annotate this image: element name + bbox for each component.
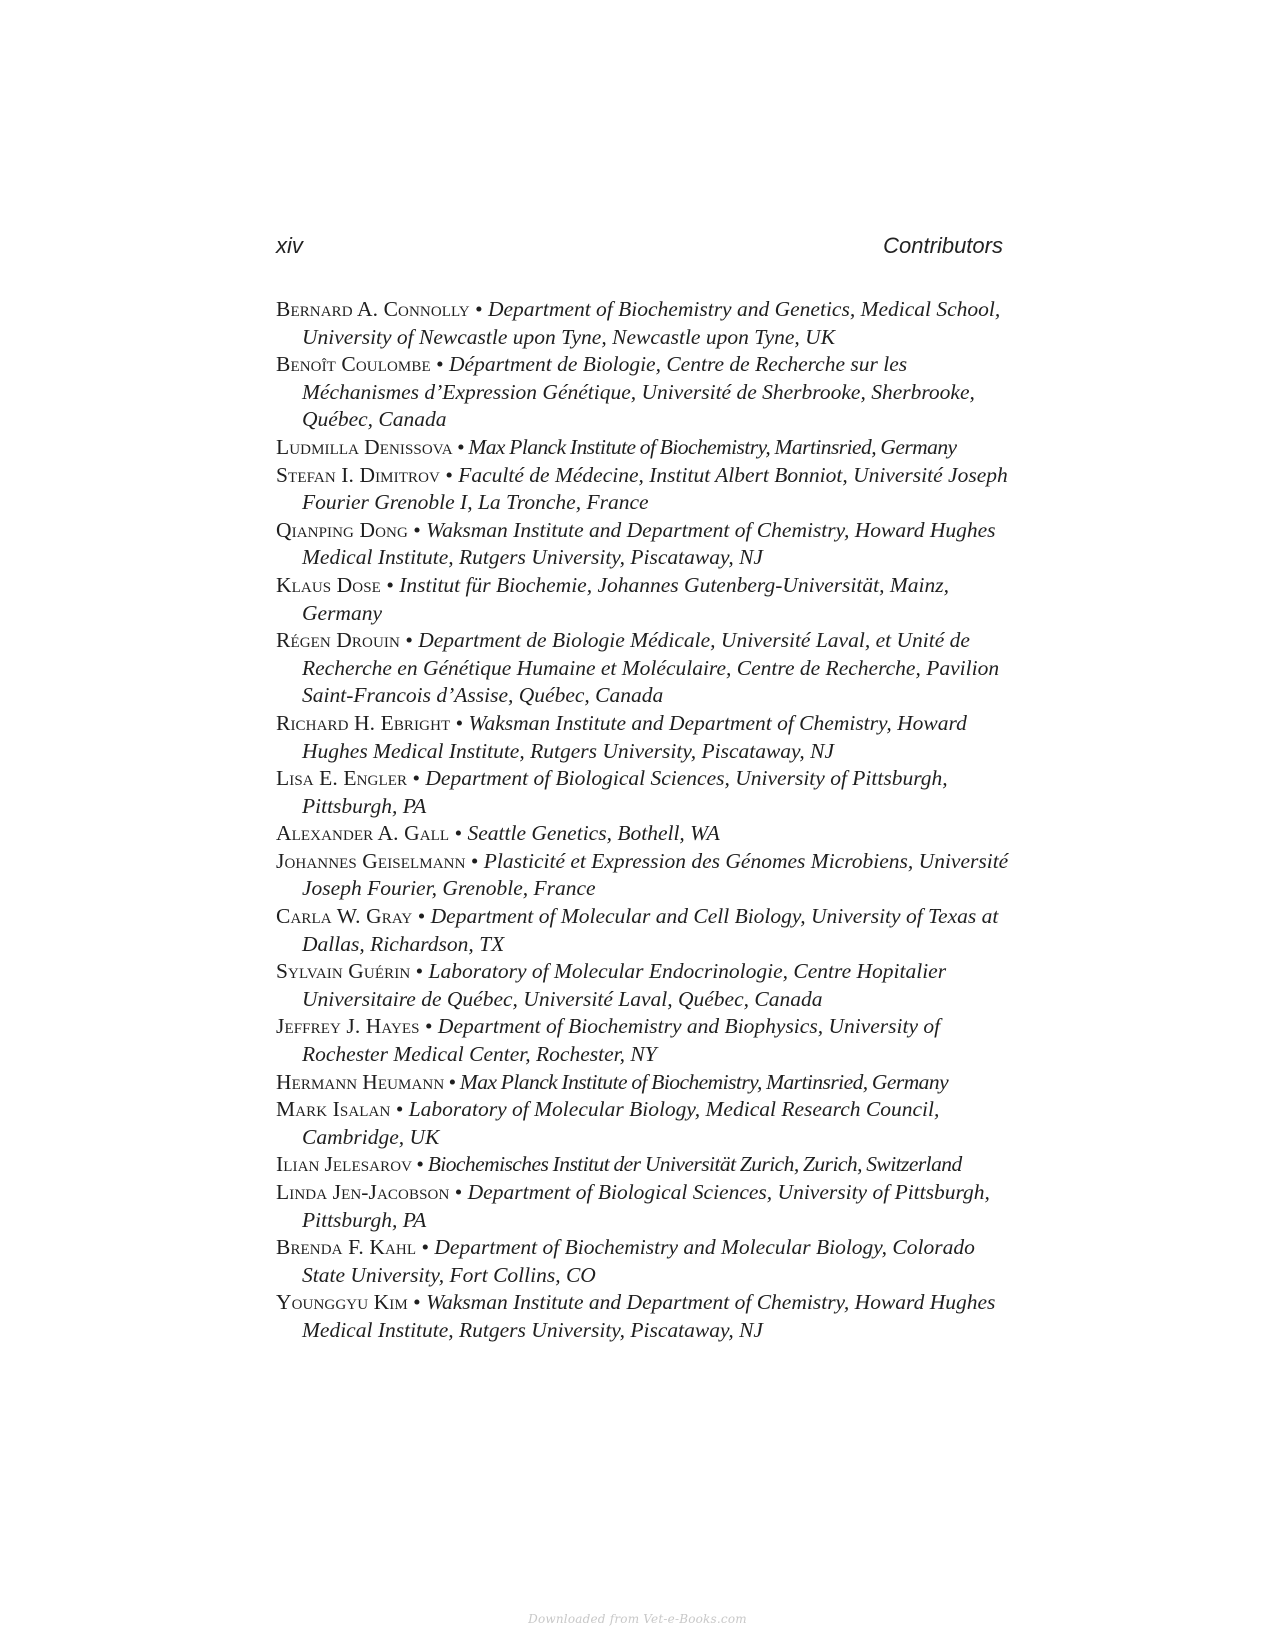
separator: • [413, 517, 421, 542]
contributor-entry [276, 848, 1016, 903]
contributor-name: Ilian Jelesarov [276, 1152, 413, 1177]
contributors-list [276, 296, 1016, 1345]
contributor-affiliation: Faculté de Médecine, Institut Albert Bonniot, Université Joseph Fourier Grenoble I, La Tronche, France [302, 462, 1008, 515]
contributor-affiliation: Max Planck Institute of Biochemistry, Martinsried, Germany [468, 434, 957, 459]
contributor-affiliation: Department of Biochemistry and Genetics, Medical School, University of Newcastle upon Tyne, Newcastle upon Tyne, UK [302, 297, 1001, 349]
separator: • [386, 572, 394, 597]
contributor-affiliation: Plasticité et Expression des Génomes Microbiens, Université Joseph Fourier, Grenoble, France [302, 848, 1009, 901]
separator: • [455, 710, 464, 735]
running-head [276, 233, 1003, 265]
contributor-entry [276, 1179, 1016, 1234]
contributor-entry [276, 820, 1016, 848]
contributor-entry [276, 958, 1016, 1013]
contributor-name: Richard H. Ebright [276, 710, 451, 735]
contributor-affiliation: Laboratory of Molecular Endocrinologie, Centre Hopitalier Universitaire de Québec, Université Laval, Québec, Canada [302, 959, 947, 1011]
contributor-name: Benoît Coulombe [276, 352, 431, 377]
download-watermark: Downloaded from Vet-e-Books.com [528, 1612, 747, 1626]
contributor-affiliation: Waksman Institute and Department of Chemistry, Howard Hughes Medical Institute, Rutgers University, Piscataway, NJ [302, 517, 996, 570]
contributor-name: Lisa E. Engler [276, 766, 408, 791]
contributor-entry [276, 462, 1016, 517]
contributor-affiliation: Biochemisches Institut der Universität Zurich, Zurich, Switzerland [427, 1152, 962, 1177]
contributor-entry [276, 903, 1016, 958]
separator: • [415, 959, 424, 984]
contributor-name: Alexander A. Gall [276, 821, 450, 846]
separator: • [445, 462, 453, 487]
separator: • [413, 1290, 421, 1315]
contributor-entry [276, 1234, 1016, 1289]
contributor-affiliation: Department of Biological Sciences, University of Pittsburgh, Pittsburgh, PA [302, 1180, 990, 1232]
contributor-affiliation: Department of Molecular and Cell Biology, University of Texas at Dallas, Richardson, TX [302, 904, 999, 956]
contributor-affiliation: Laboratory of Molecular Biology, Medical Research Council, Cambridge, UK [302, 1097, 940, 1149]
contributor-affiliation: Départment de Biologie, Centre de Recherche sur les Méchanismes d’Expression Génétique, Université de Sherbrooke, Sherbrooke, Québec, Canada [302, 352, 975, 432]
contributor-affiliation: Department of Biological Sciences, University of Pittsburgh, Pittsburgh, PA [302, 766, 948, 818]
separator: • [448, 1069, 456, 1094]
contributor-affiliation: Department of Biochemistry and Biophysics, University of Rochester Medical Center, Rochester, NY [302, 1014, 941, 1067]
contributor-entry [276, 572, 1016, 627]
contributor-name: Ludmilla Denissova [276, 434, 453, 459]
contributor-name: Johannes Geiselmann [276, 848, 466, 873]
separator: • [412, 766, 420, 791]
separator: • [416, 1152, 424, 1177]
contributor-name: Carla W. Gray [276, 904, 413, 929]
contributor-entry [276, 1151, 1016, 1179]
contributor-name: Mark Isalan [276, 1097, 391, 1122]
separator: • [405, 628, 413, 653]
separator: • [454, 1180, 463, 1204]
separator: • [470, 848, 479, 873]
contributor-name: Younggyu Kim [276, 1290, 408, 1315]
separator: • [417, 904, 426, 929]
contributor-entry [276, 627, 1016, 710]
contributor-entry [276, 765, 1016, 820]
contributor-entry [276, 517, 1016, 572]
contributor-entry [276, 710, 1016, 765]
contributor-entry [276, 1069, 1016, 1097]
contributor-affiliation: Waksman Institute and Department of Chemistry, Howard Hughes Medical Institute, Rutgers University, Piscataway, NJ [302, 1290, 996, 1342]
contributor-entry [276, 296, 1016, 351]
page-number: xiv [276, 233, 303, 258]
contributor-affiliation: Max Planck Institute of Biochemistry, Martinsried, Germany [459, 1069, 949, 1094]
contributor-name: Régen Drouin [276, 628, 400, 653]
contributor-affiliation: Waksman Institute and Department of Chemistry, Howard Hughes Medical Institute, Rutgers University, Piscataway, NJ [302, 710, 967, 763]
contributor-name: Klaus Dose [276, 572, 381, 597]
contributor-affiliation: Department de Biologie Médicale, Université Laval, et Unité de Recherche en Génétique Humaine et Moléculaire, Centre de Recherche, Pavilion Saint-Francois d’Assise, Québec, Canada [302, 628, 1000, 708]
contributor-name: Stefan I. Dimitrov [276, 462, 440, 487]
section-title: Contributors [883, 233, 1003, 258]
contributor-entry [276, 1289, 1016, 1344]
contributor-entry [276, 1096, 1016, 1151]
contributor-affiliation: Seattle Genetics, Bothell, WA [467, 821, 720, 846]
contributor-affiliation: Institut für Biochemie, Johannes Gutenberg-Universität, Mainz, Germany [302, 572, 949, 625]
contributor-entry [276, 434, 1016, 462]
contributor-name: Hermann Heumann [276, 1069, 445, 1094]
contributor-name: Bernard A. Connolly [276, 297, 470, 321]
contributor-name: Sylvain Guérin [276, 959, 411, 984]
contributor-affiliation: Department of Biochemistry and Molecular Biology, Colorado State University, Fort Collins, CO [302, 1235, 975, 1287]
separator: • [395, 1097, 404, 1122]
contributor-entry [276, 1013, 1016, 1068]
contributor-name: Jeffrey J. Hayes [276, 1014, 420, 1039]
contributor-name: Brenda F. Kahl [276, 1235, 417, 1260]
separator: • [454, 821, 463, 846]
separator: • [457, 434, 465, 459]
separator: • [475, 297, 483, 321]
separator: • [425, 1014, 433, 1039]
separator: • [421, 1235, 430, 1260]
separator: • [436, 352, 444, 377]
contributor-name: Qianping Dong [276, 517, 408, 542]
contributor-entry [276, 351, 1016, 434]
contributor-name: Linda Jen-Jacobson [276, 1180, 450, 1204]
